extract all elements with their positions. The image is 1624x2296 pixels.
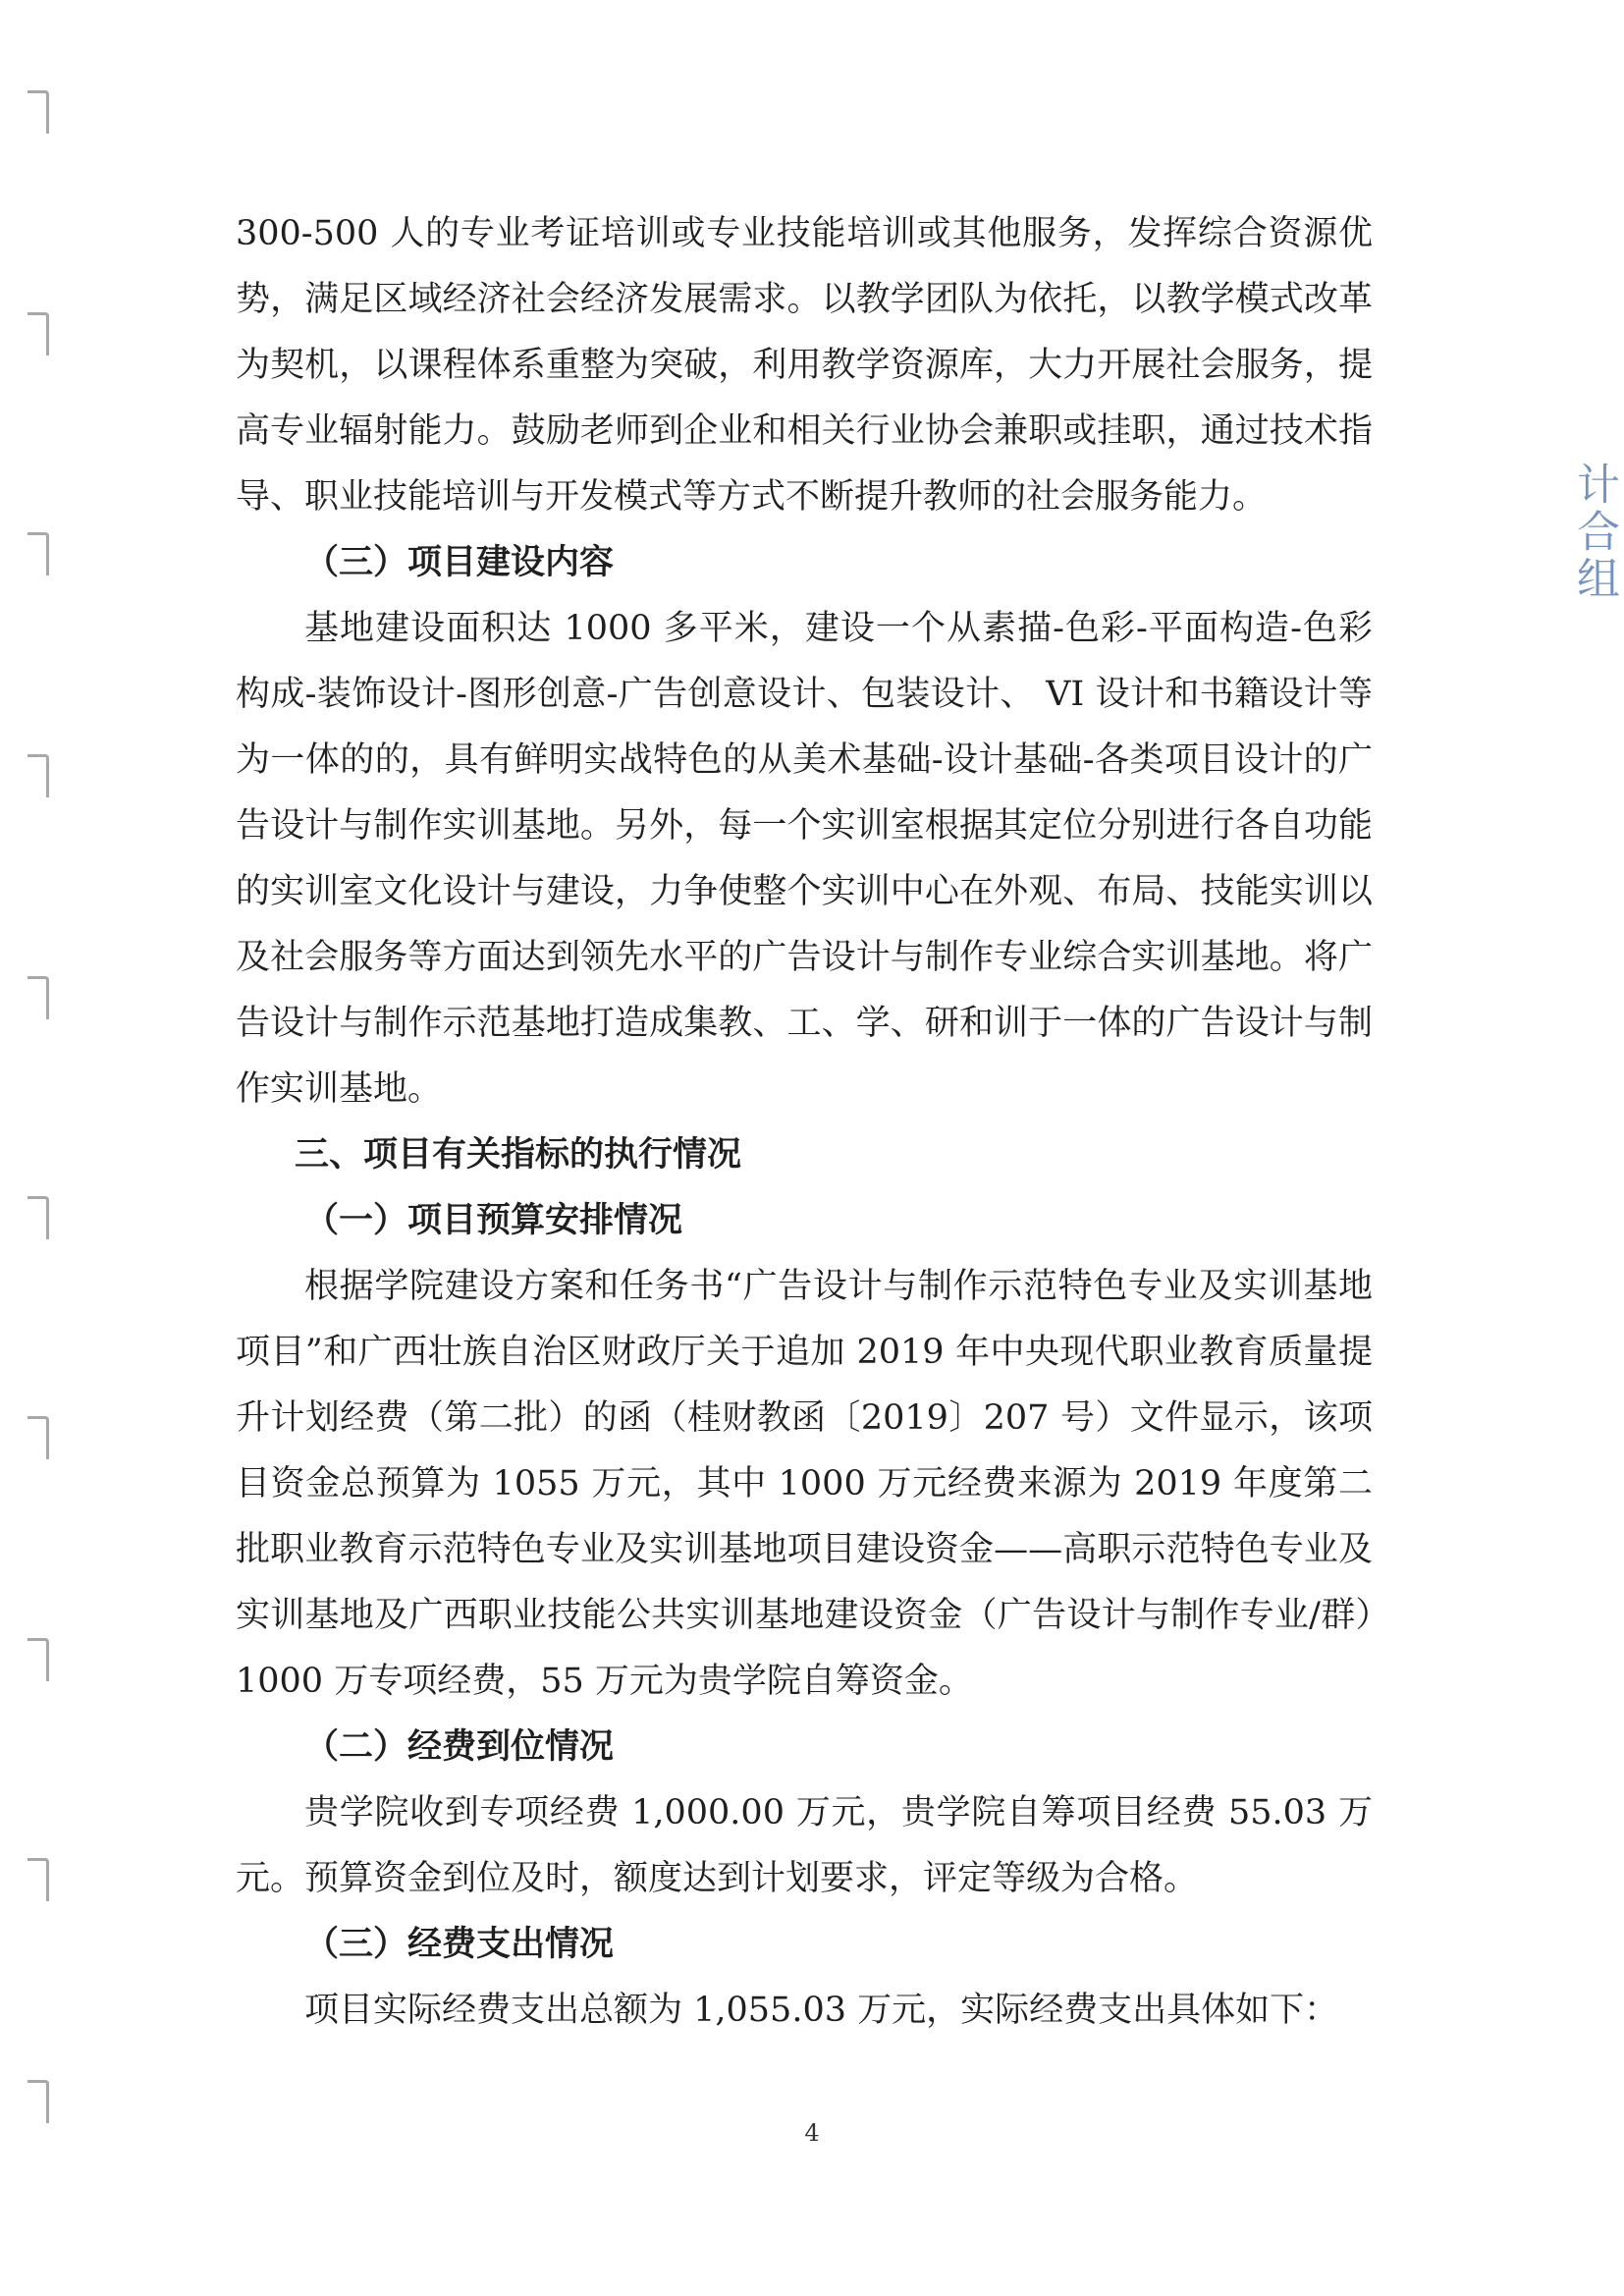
section-heading: 三、项目有关指标的执行情况: [295, 1135, 742, 1175]
binding-mark: [27, 1858, 49, 1901]
binding-mark: [27, 90, 49, 134]
binding-mark: [27, 2080, 49, 2123]
body-paragraph: 基地建设面积达 1000 多平米，建设一个从素描-色彩-平面构造-色彩构成-装饰设计-图形创意-广告创意设计、包装设计、 VI 设计和书籍设计等为一体的的，具有鲜明实战特色的从美术基础-设计基础-各类项目设计的广告设计与制作实训基地。另外，每一个实训室根据其定位分别进行各自功能的实训室文化设计与建设，力争使整个实训中心在外观、布局、技能实训以及社会服务等方面达到领先水平的广告设计与制作专业综合实训基地。将广告设计与制作示范基地打造成集教、工、学、研和训于一体的广告设计与制作实训基地。: [236, 609, 1373, 1109]
subsection-heading: （一）项目预算安排情况: [304, 1201, 683, 1240]
subsection-heading: （三）经费支出情况: [304, 1925, 615, 1964]
binding-mark: [27, 532, 49, 575]
binding-mark: [27, 976, 49, 1019]
binding-mark: [27, 754, 49, 797]
body-paragraph: 项目实际经费支出总额为 1,055.03 万元，实际经费支出具体如下：: [304, 1991, 1339, 2030]
binding-mark: [27, 1416, 49, 1459]
subsection-heading: （二）经费到位情况: [304, 1727, 615, 1767]
body-paragraph: 300-500 人的专业考证培训或专业技能培训或其他服务，发挥综合资源优势，满足区域经济社会经济发展需求。以教学团队为依托，以教学模式改革为契机，以课程体系重整为突破，利用教学资源库，大力开展社会服务，提高专业辐射能力。鼓励老师到企业和相关行业协会兼职或挂职，通过技术指导、职业技能培训与开发模式等方式不断提升教师的社会服务能力。: [236, 214, 1373, 517]
seal-stamp-fragment: 计合组: [1569, 462, 1619, 603]
body-paragraph: 根据学院建设方案和任务书“广告设计与制作示范特色专业及实训基地项目”和广西壮族自治区财政厅关于追加 2019 年中央现代职业教育质量提升计划经费（第二批）的函（桂财教函〔2019〕207 号）文件显示，该项目资金总预算为 1055 万元，其中 1000 万元经费来源为 2019 年度第二批职业教育示范特色专业及实训基地项目建设资金——高职示范特色专业及实训基地及广西职业技能公共实训基地建设资金（广告设计与制作专业/群）1000 万专项经费，55 万元为贵学院自筹资金。: [236, 1267, 1373, 1701]
subsection-heading: （三）项目建设内容: [304, 543, 615, 582]
binding-mark: [27, 1638, 49, 1681]
binding-mark: [27, 1196, 49, 1239]
binding-mark: [27, 312, 49, 355]
page-number: 4: [804, 2119, 820, 2147]
body-paragraph: 贵学院收到专项经费 1,000.00 万元，贵学院自筹项目经费 55.03 万元。预算资金到位及时，额度达到计划要求，评定等级为合格。: [236, 1793, 1373, 1898]
document-body: [236, 201, 1373, 2044]
